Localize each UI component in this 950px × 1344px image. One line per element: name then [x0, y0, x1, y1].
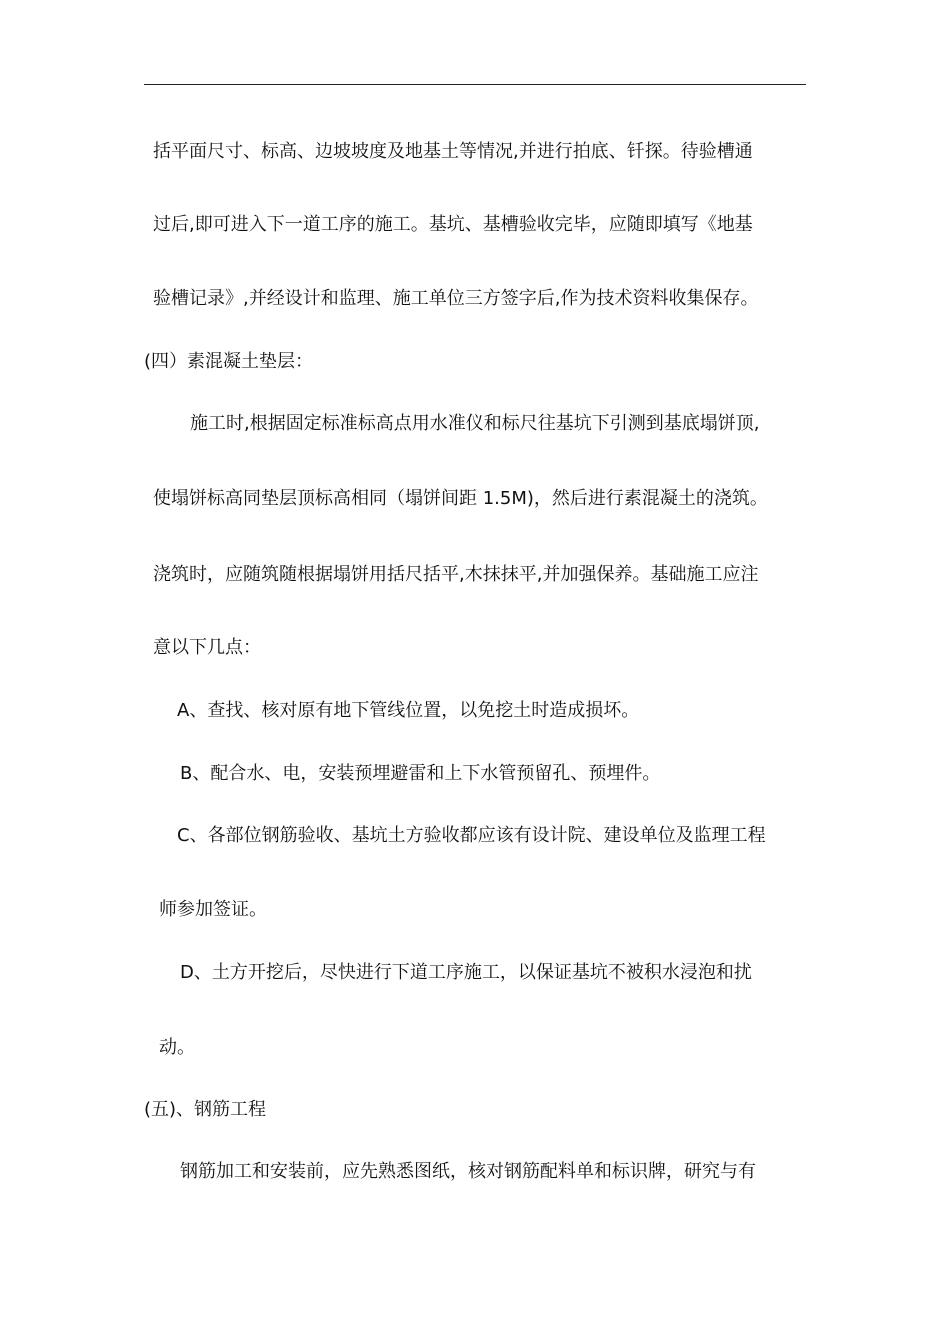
- section-heading: (四）素混凝土垫层：: [144, 351, 314, 372]
- list-item: C、各部位钢筋验收、基坑土方验收都应该有设计院、建设单位及监理工程: [177, 825, 766, 846]
- paragraph-line: 括平面尺寸、标高、边坡坡度及地基土等情况,并进行拍底、钎探。待验槽通: [153, 141, 753, 162]
- list-item-continuation: 动。: [159, 1037, 195, 1058]
- header-rule: [144, 84, 806, 85]
- list-item: D、土方开挖后，尽快进行下道工序施工，以保证基坑不被积水浸泡和扰: [180, 962, 752, 983]
- list-item: A、查找、核对原有地下管线位置，以免挖土时造成损坏。: [177, 700, 640, 721]
- paragraph-line: 过后,即可进入下一道工序的施工。基坑、基槽验收完毕，应随即填写《地基: [153, 214, 753, 235]
- paragraph-line: 钢筋加工和安装前，应先熟悉图纸，核对钢筋配料单和标识牌，研究与有: [180, 1161, 756, 1182]
- paragraph-line: 验槽记录》,并经设计和监理、施工单位三方签字后,作为技术资料收集保存。: [153, 288, 759, 309]
- paragraph-line: 使塌饼标高同垫层顶标高相同（塌饼间距 1.5M)，然后进行素混凝土的浇筑。: [153, 488, 768, 509]
- paragraph-line: 意以下几点：: [153, 637, 261, 658]
- list-item-continuation: 师参加签证。: [159, 899, 267, 920]
- section-heading: (五)、钢筋工程: [144, 1099, 267, 1120]
- paragraph-line: 浇筑时，应随筑随根据塌饼用括尺括平,木抹抹平,并加强保养。基础施工应注: [153, 564, 759, 585]
- paragraph-line: 施工时,根据固定标准标高点用水准仪和标尺往基坑下引测到基底塌饼顶,: [190, 413, 760, 434]
- list-item: B、配合水、电，安装预埋避雷和上下水管预留孔、预埋件。: [180, 763, 661, 784]
